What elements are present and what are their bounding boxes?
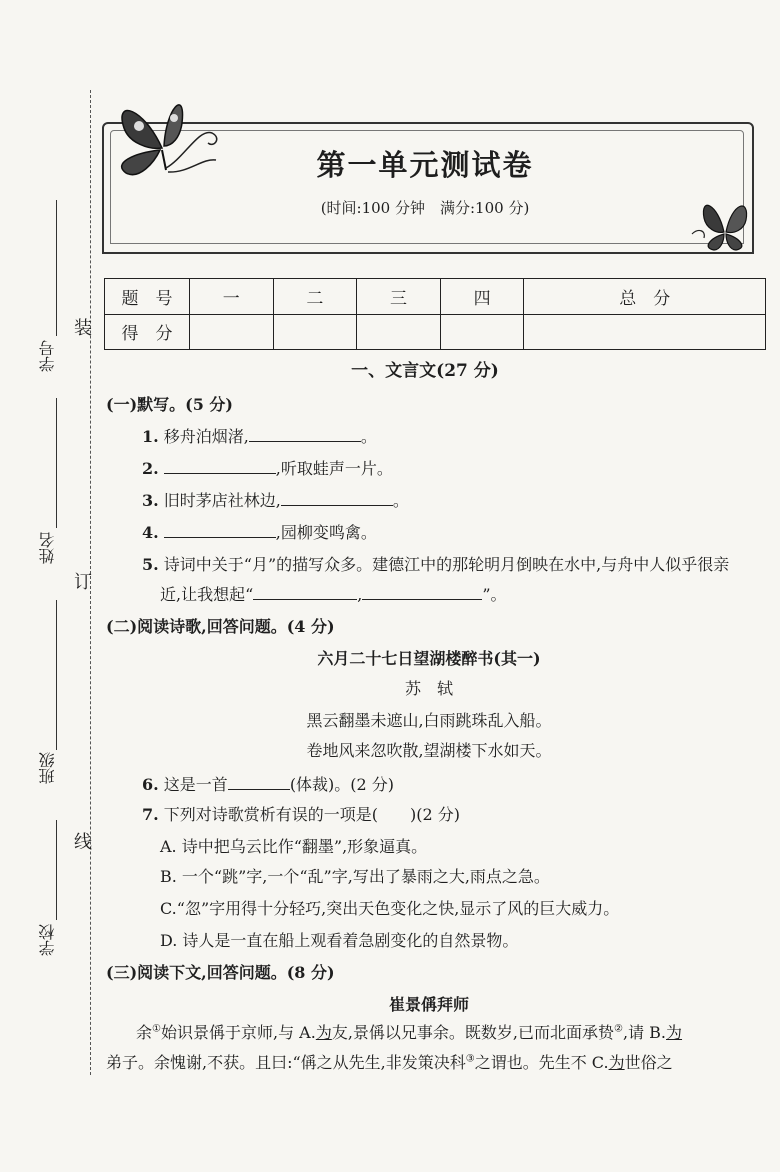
page-title: 第一单元测试卷	[316, 148, 534, 182]
q7-number: 7.	[142, 805, 159, 824]
q6-number: 6.	[142, 775, 159, 794]
q5-text-line1: 诗词中关于“月”的描写众多。建德江中的那轮明月倒映在水中,与舟中人似乎很亲	[163, 555, 730, 574]
passage-line-1	[136, 1020, 682, 1043]
q7-text: 下列对诗歌赏析有误的一项是( )(2 分)	[163, 805, 461, 824]
q5-text-line2b: ,	[357, 585, 363, 604]
student-id-label: 学号	[38, 340, 57, 372]
q7-option-d: D. 诗人是一直在船上观看着急剧变化的自然景物。	[160, 931, 519, 950]
q3-text: 旧时茅店社林边,	[163, 491, 281, 510]
question-7	[142, 802, 460, 825]
name-rule	[56, 398, 57, 528]
question-3	[142, 488, 409, 511]
underlined-word-a: 为	[315, 1023, 332, 1042]
name-label: 姓名	[38, 532, 57, 564]
passage-title: 崔景偁拜师	[388, 995, 469, 1014]
q7-option-b: B. 一个“跳”字,一个“乱”字,写出了暴雨之大,雨点之急。	[160, 867, 550, 886]
q6-text-b: (体裁)。(2 分)	[289, 775, 395, 794]
passage-text: ,请 B.	[622, 1023, 667, 1042]
binding-char-zhuang: 装	[74, 318, 92, 339]
passage-text: 弟子。余愧谢,不获。且曰:“偁之从先生,非发策决科	[106, 1053, 466, 1072]
q5-answer-blank-1[interactable]	[253, 585, 357, 600]
q4-number: 4.	[142, 523, 159, 542]
score-input-cell[interactable]	[524, 314, 766, 350]
poem-author: 苏 轼	[404, 679, 453, 698]
part3-heading: (三)阅读下文,回答问题。(8 分)	[106, 963, 335, 982]
q7-option-a: A. 诗中把乌云比作“翻墨”,形象逼真。	[160, 837, 428, 856]
q1-answer-blank[interactable]	[249, 427, 361, 442]
school-rule	[56, 820, 57, 920]
score-table-cell: 一	[190, 279, 274, 315]
underlined-word-b: 为	[666, 1023, 683, 1042]
poem-line-1: 黑云翻墨未遮山,白雨跳珠乱入船。	[306, 711, 552, 730]
binding-char-ding: 订	[74, 572, 92, 593]
score-table-header-row	[105, 279, 766, 315]
question-6	[142, 772, 394, 795]
score-table-cell: 题 号	[105, 279, 190, 315]
footnote-marker-2: ②	[614, 1023, 623, 1035]
question-4	[142, 520, 377, 543]
score-table-cell: 三	[357, 279, 441, 315]
passage-text: 友,景偁以兄事余。既数岁,已而北面承贽	[331, 1023, 615, 1042]
score-table-cell: 总 分	[524, 279, 766, 315]
q5-answer-blank-2[interactable]	[362, 585, 482, 600]
q5-text-line2a: 近,让我想起“	[160, 585, 254, 604]
binding-char-xian: 线	[74, 832, 92, 853]
school-label: 学校	[38, 924, 57, 956]
poem-line-2: 卷地风来忽吹散,望湖楼下水如天。	[306, 741, 552, 760]
part2-heading: (二)阅读诗歌,回答问题。(4 分)	[106, 617, 335, 636]
passage-text: 世俗之	[624, 1053, 673, 1072]
exam-time-score: (时间:100 分钟 满分:100 分)	[320, 199, 530, 217]
student-id-rule	[56, 200, 57, 336]
q1-text: 移舟泊烟渚,	[163, 427, 249, 446]
part1-heading: (一)默写。(5 分)	[106, 395, 233, 414]
class-label: 班级	[38, 752, 57, 784]
score-table-cell: 得 分	[105, 314, 190, 350]
footnote-marker-3: ③	[465, 1053, 475, 1065]
q2-number: 2.	[142, 459, 159, 478]
q2-answer-blank[interactable]	[164, 459, 276, 474]
section-title: 一、文言文(27 分)	[351, 361, 499, 381]
q3-end: 。	[392, 491, 409, 510]
score-input-cell[interactable]	[273, 314, 357, 350]
score-table	[104, 278, 766, 350]
score-table-cell: 二	[273, 279, 357, 315]
score-input-cell[interactable]	[440, 314, 524, 350]
q6-answer-blank[interactable]	[228, 775, 290, 790]
score-table-cell: 四	[440, 279, 524, 315]
question-5-line2	[160, 582, 507, 605]
passage-line-2	[106, 1050, 673, 1073]
q1-number: 1.	[142, 427, 159, 446]
question-5-line1	[142, 552, 729, 575]
score-table-score-row	[105, 314, 766, 350]
q7-option-c: C.“忽”字用得十分轻巧,突出天色变化之快,显示了风的巨大威力。	[160, 899, 620, 918]
q4-answer-blank[interactable]	[164, 523, 276, 538]
q5-number: 5.	[142, 555, 159, 574]
underlined-word-c: 为	[608, 1053, 625, 1072]
score-input-cell[interactable]	[357, 314, 441, 350]
q3-answer-blank[interactable]	[281, 491, 393, 506]
footnote-marker-1: ①	[152, 1023, 161, 1035]
q6-text-a: 这是一首	[163, 775, 228, 794]
question-2	[142, 456, 393, 479]
q2-text: ,听取蛙声一片。	[275, 459, 393, 478]
passage-text: 之谓也。先生不 C.	[474, 1053, 609, 1072]
poem-title: 六月二十七日望湖楼醉书(其一)	[317, 649, 541, 668]
q3-number: 3.	[142, 491, 159, 510]
q5-text-line2c: ”。	[482, 585, 507, 604]
passage-text: 余	[136, 1023, 153, 1042]
score-input-cell[interactable]	[190, 314, 274, 350]
q1-end: 。	[360, 427, 377, 446]
q4-text: ,园柳变鸣禽。	[275, 523, 377, 542]
question-1	[142, 424, 377, 447]
passage-text: 始识景偁于京师,与 A.	[160, 1023, 316, 1042]
